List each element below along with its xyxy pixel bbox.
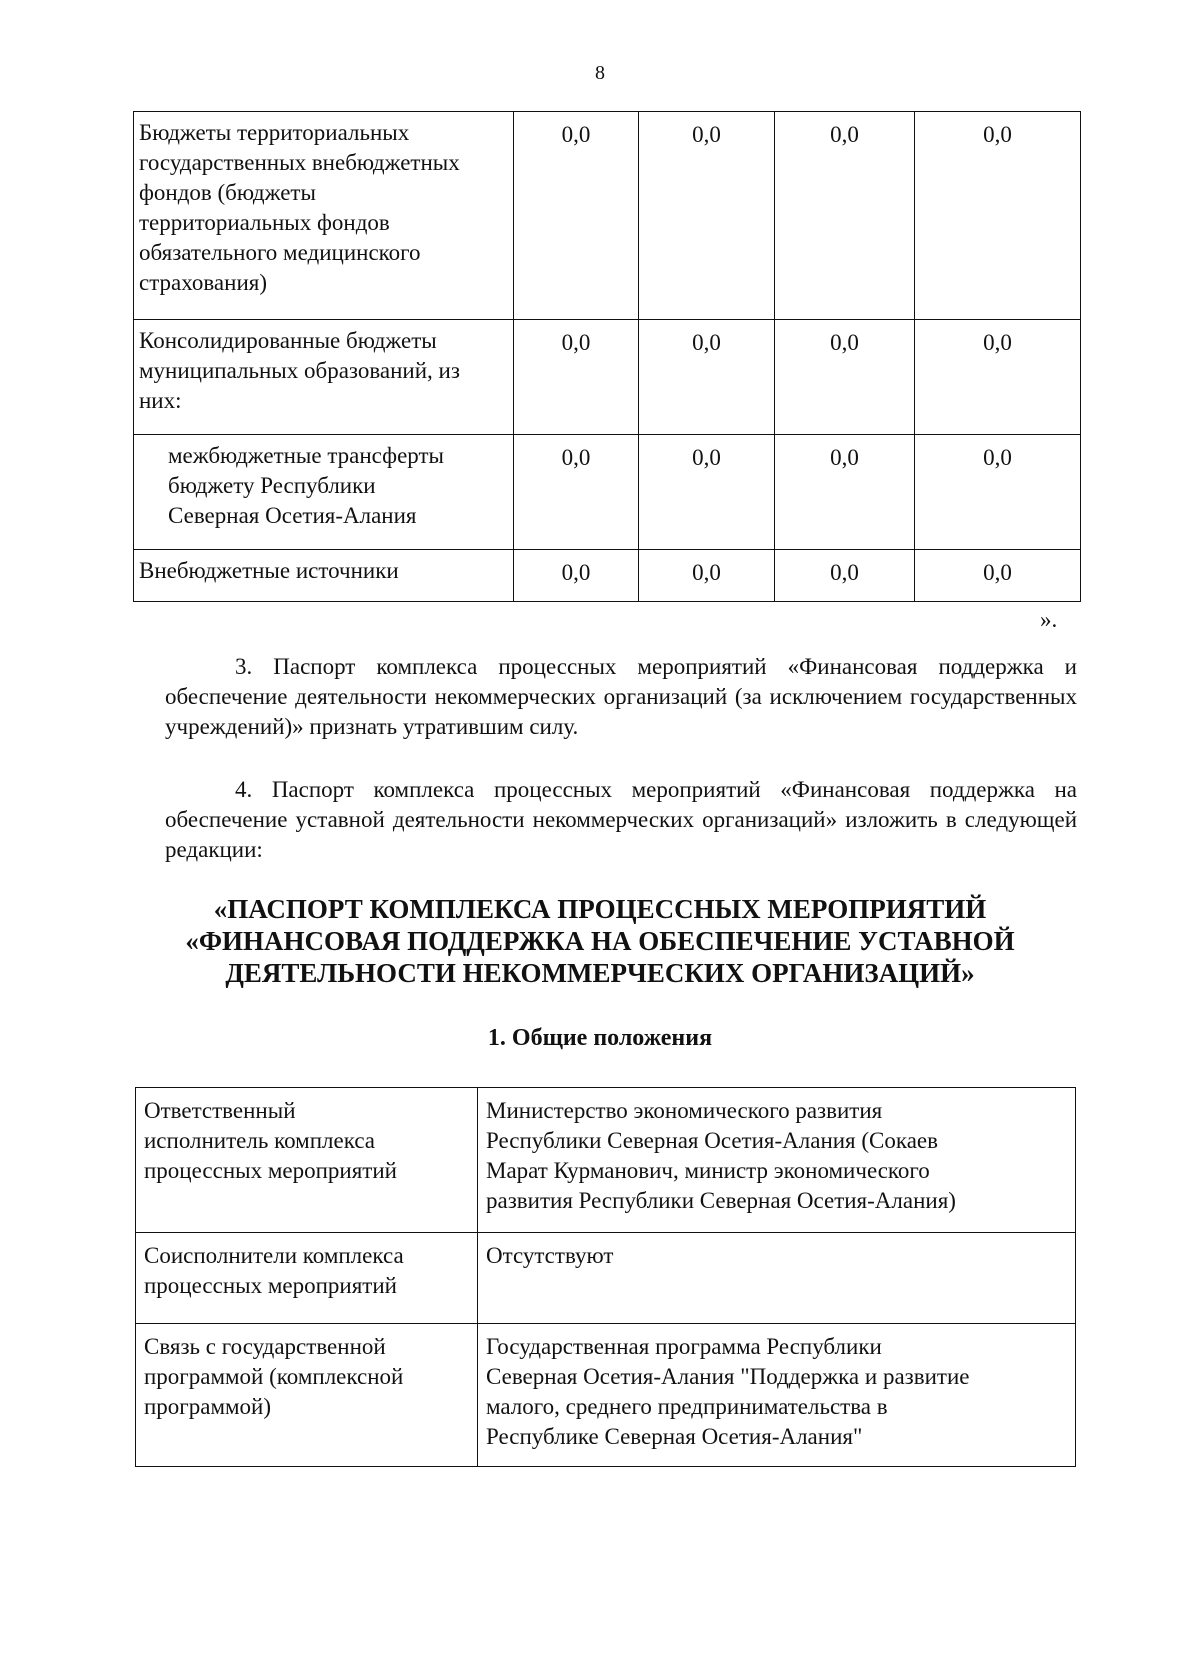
label-line: страхования) xyxy=(139,270,267,295)
row-label xyxy=(134,550,514,602)
label-line: Северная Осетия-Алания xyxy=(168,503,417,528)
value-cell: 0,0 xyxy=(514,435,639,550)
value-line: Отсутствуют xyxy=(486,1243,614,1268)
paragraph-4 xyxy=(165,775,1077,865)
value-line: малого, среднего предпринимательства в xyxy=(486,1394,888,1419)
label-line: обязательного медицинского xyxy=(139,240,421,265)
passport-title-line: «ПАСПОРТ КОМПЛЕКСА ПРОЦЕССНЫХ МЕРОПРИЯТИЙ xyxy=(213,894,987,924)
row-label xyxy=(136,1233,478,1324)
value-cell: 0,0 xyxy=(639,320,775,435)
value-cell: 0,0 xyxy=(775,435,915,550)
passport-title-line: ДЕЯТЕЛЬНОСТИ НЕКОММЕРЧЕСКИХ ОРГАНИЗАЦИЙ» xyxy=(225,958,975,988)
table-row xyxy=(134,550,1081,602)
row-value xyxy=(478,1088,1076,1233)
table-row xyxy=(136,1233,1076,1324)
section-heading: 1. Общие положения xyxy=(487,1025,713,1051)
table-row xyxy=(134,435,1081,550)
label-line: программой (комплексной xyxy=(144,1364,404,1389)
row-label xyxy=(134,320,514,435)
value-cell: 0,0 xyxy=(775,320,915,435)
label-line: Ответственный xyxy=(144,1098,296,1123)
row-value xyxy=(478,1324,1076,1467)
label-line: Связь с государственной xyxy=(144,1334,386,1359)
label-line: Бюджеты территориальных xyxy=(139,120,410,145)
value-cell: 0,0 xyxy=(514,320,639,435)
label-line: территориальных фондов xyxy=(139,210,390,235)
label-line: государственных внебюджетных xyxy=(139,150,460,175)
value-line: Марат Курманович, министр экономического xyxy=(486,1158,930,1183)
value-line: Северная Осетия-Алания "Поддержка и развитие xyxy=(486,1364,970,1389)
label-line: Соисполнители комплекса xyxy=(144,1243,404,1268)
row-label xyxy=(136,1088,478,1233)
label-line: них: xyxy=(139,388,182,413)
label-line: исполнитель комплекса xyxy=(144,1128,376,1153)
label-line: Консолидированные бюджеты xyxy=(139,328,437,353)
label-line: бюджету Республики xyxy=(168,473,376,498)
passport-title xyxy=(0,893,1200,989)
row-label xyxy=(134,435,514,550)
row-label xyxy=(136,1324,478,1467)
label-line: процессных мероприятий xyxy=(144,1158,397,1183)
table-row xyxy=(136,1324,1076,1467)
table-row xyxy=(136,1088,1076,1233)
value-line: Республики Северная Осетия-Алания (Сокаев xyxy=(486,1128,938,1153)
general-table xyxy=(135,1087,1076,1467)
paragraph-4-text: 4. Паспорт комплекса процессных мероприятий «Финансовая поддержка на обеспечение уставной деятельности некоммерческих организаций» изложить в следующей редакции: xyxy=(165,777,1077,862)
paragraph-3 xyxy=(165,652,1077,742)
row-value xyxy=(478,1233,1076,1324)
label-line: Внебюджетные источники xyxy=(139,558,399,583)
value-cell: 0,0 xyxy=(775,550,915,602)
page-number: 8 xyxy=(595,62,605,84)
value-cell: 0,0 xyxy=(639,550,775,602)
closing-quote: ». xyxy=(1040,607,1058,632)
value-cell: 0,0 xyxy=(915,320,1081,435)
label-line: межбюджетные трансферты xyxy=(168,443,444,468)
value-line: Республике Северная Осетия-Алания" xyxy=(486,1424,863,1449)
row-label xyxy=(134,112,514,320)
table-row xyxy=(134,320,1081,435)
table-row xyxy=(134,112,1081,320)
value-cell: 0,0 xyxy=(915,112,1081,320)
label-line: процессных мероприятий xyxy=(144,1273,397,1298)
funding-table xyxy=(133,111,1081,602)
value-cell: 0,0 xyxy=(775,112,915,320)
value-cell: 0,0 xyxy=(639,435,775,550)
paragraph-3-text: 3. Паспорт комплекса процессных мероприятий «Финансовая поддержка и обеспечение деятельности некоммерческих организаций (за исключением государственных учреждений)» признать утратившим силу. xyxy=(165,654,1077,739)
value-line: развития Республики Северная Осетия-Алания) xyxy=(486,1188,956,1213)
value-cell: 0,0 xyxy=(915,435,1081,550)
value-line: Государственная программа Республики xyxy=(486,1334,882,1359)
value-cell: 0,0 xyxy=(514,112,639,320)
value-cell: 0,0 xyxy=(639,112,775,320)
passport-title-line: «ФИНАНСОВАЯ ПОДДЕРЖКА НА ОБЕСПЕЧЕНИЕ УСТАВНОЙ xyxy=(185,926,1015,956)
value-line: Министерство экономического развития xyxy=(486,1098,883,1123)
label-line: муниципальных образований, из xyxy=(139,358,460,383)
label-line: фондов (бюджеты xyxy=(139,180,316,205)
value-cell: 0,0 xyxy=(514,550,639,602)
value-cell: 0,0 xyxy=(915,550,1081,602)
label-line: программой) xyxy=(144,1394,272,1419)
